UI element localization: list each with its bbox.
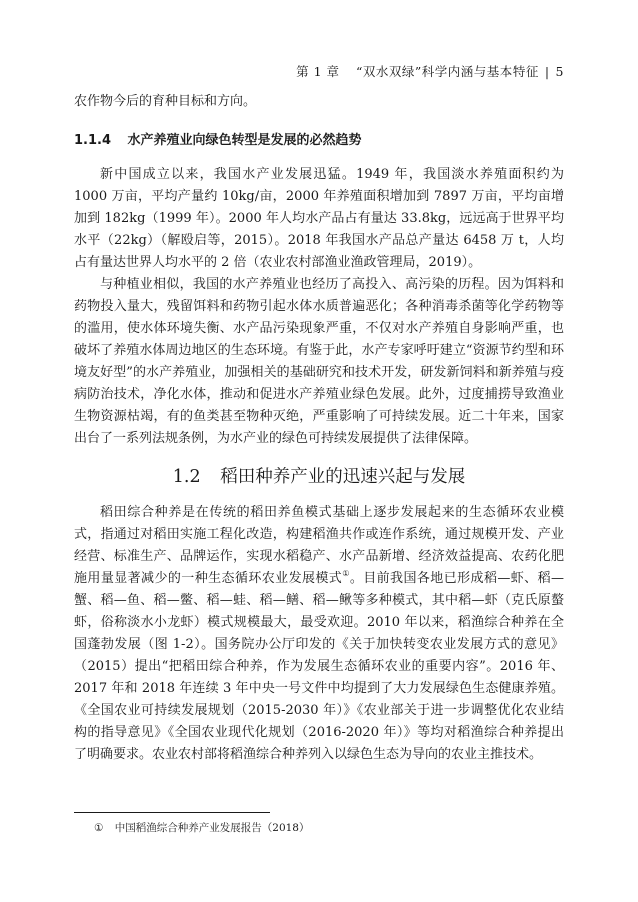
footnote-mark: ① [94, 822, 104, 834]
footnote-text: 中国稻渔综合种养产业发展报告（2018） [114, 822, 310, 834]
page-body [74, 91, 564, 766]
footnote-reference: ① [342, 569, 350, 578]
chapter-number: 第 1 章 [296, 64, 340, 79]
subsection-heading [74, 130, 564, 152]
chapter-title: “双水双绿”科学内涵与基本特征 [356, 64, 539, 79]
footnote [94, 820, 310, 836]
page-number: 5 [555, 64, 564, 79]
running-header: 第 1 章 “双水双绿”科学内涵与基本特征 | 5 [296, 64, 564, 79]
section-title: 稻田种养产业的迅速兴起与发展 [220, 467, 466, 487]
subsection-title: 水产养殖业向绿色转型是发展的必然趋势 [127, 133, 362, 148]
subsection-number: 1.1.4 [74, 133, 112, 148]
paragraph-2: 与种植业相似，我国的水产养殖业也经历了高投入、高污染的历程。因为饵料和药物投入量大，残留饵料和药物引起水体水质普遍恶化；各种消毒杀菌等化学药物等的滥用，使水体环境失衡、水产品污染现象严重，不仅对水产养殖自身影响严重，也破坏了养殖水体周边地区的生态环境。有鉴于此，水产专家呼吁建立“资源节约型和环境友好型”的水产养殖业，加强相关的基础研究和技术开发，研发新饲料和新养殖与疫病防治技术，净化水体，推动和促进水产养殖业绿色发展。此外，过度捕捞导致渔业生物资源枯竭，有的鱼类甚至物种灭绝，严重影响了可持续发展。近二十年来，国家出台了一系列法规条例，为水产业的绿色可持续发展提供了法律保障。 [74, 277, 564, 446]
continuation-text: 农作物今后的育种目标和方向。 [74, 94, 257, 109]
paragraph-1: 新中国成立以来，我国水产业发展迅猛。1949 年，我国淡水养殖面积约为 1000 万亩，平均产量约 10kg/亩，2000 年养殖面积增加到 7897 万亩，平均亩增加到 182kg（1999 年）。2000 年人均水产品占有量达 33.8kg，远远高于世界平均水平（22kg）（解殴启等，2015）。2018 年我国水产品总产量达 6458 万 t，人均占有量达世界人均水平的 2 倍（农业农村部渔业渔政管理局，2019）。 [74, 167, 564, 270]
section-number: 1.2 [172, 467, 201, 487]
paragraph-3 [74, 502, 564, 766]
footnote-divider [74, 812, 270, 813]
section-heading [74, 464, 564, 490]
paragraph-3-part-a: 稻田综合种养是在传统的稻田养鱼模式基础上逐步发展起来的生态循环农业模式，指通过对稻田实施工程化改造，构建稻渔共作或连作系统，通过规模开发、产业经营、标准生产、品牌运作，实现水稻稳产、水产品新增、经济效益提高、农药化肥施用量显著减少的一种生态循环农业发展模式 [74, 505, 564, 586]
paragraph-3-part-b: 。目前我国各地已形成稻—虾、稻—蟹、稻—鱼、稻—鳖、稻—蛙、稻—鳝、稻—鳅等多种模式，其中稻—虾（克氏原螯虾，俗称淡水小龙虾）模式规模最大，最受欢迎。2010 年以来，稻渔综合种养在全国蓬勃发展（图 1-2）。国务院办公厅印发的《关于加快转变农业发展方式的意见》（2015）提出“把稻田综合种养，作为发展生态循环农业的重要内容”。2016 年、2017 年和 2018 年连续 3 年中央一号文件中均提到了大力发展绿色生态健康养殖。《全国农业可持续发展规划（2015-2030 年）》《农业部关于进一步调整优化农业结构的指导意见》《全国农业现代化规划（2016-2020 年）》等均对稻渔综合种养提出了明确要求。农业农村部将稻渔综合种养列入以绿色生态为导向的农业主推技术。 [74, 571, 564, 762]
